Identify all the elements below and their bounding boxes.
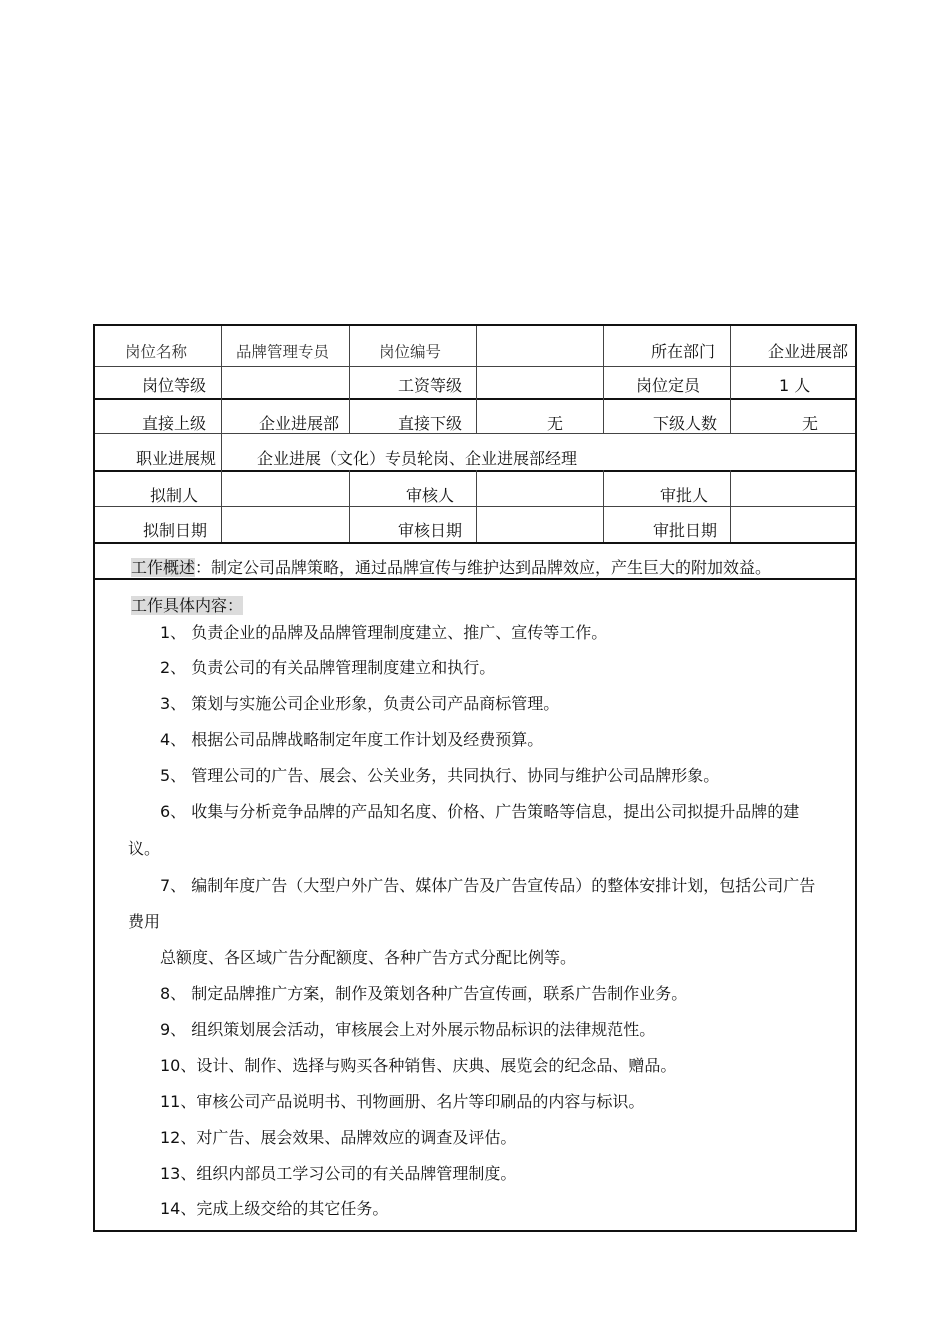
value-headcount: 1 人 — [779, 376, 811, 395]
label-career-path: 职业进展规 — [135, 449, 216, 468]
duty-item: 4、 根据公司品牌战略制定年度工作计划及经费预算。 — [160, 730, 544, 749]
column-divider — [730, 470, 731, 542]
row-divider — [95, 542, 855, 544]
label-subordinate-count: 下级人数 — [652, 414, 717, 433]
duty-item: 14、完成上级交给的其它任务。 — [160, 1199, 389, 1218]
duty-item: 8、 制定品牌推广方案，制作及策划各种广告宣传画，联系广告制作业务。 — [160, 984, 688, 1003]
duty-item: 13、组织内部员工学习公司的有关品牌管理制度。 — [160, 1164, 517, 1183]
work-overview-text: ：制定公司品牌策略，通过品牌宣传与维护达到品牌效应，产生巨大的附加效益。 — [195, 558, 772, 577]
value-subordinate-count: 无 — [802, 414, 819, 433]
label-reviewer: 审核人 — [405, 486, 454, 505]
label-approve-date: 审批日期 — [652, 521, 717, 540]
row-divider — [95, 506, 855, 507]
duty-item: 1、 负责企业的品牌及品牌管理制度建立、推广、宣传等工作。 — [160, 623, 608, 642]
duty-item: 10、设计、制作、选择与购买各种销售、庆典、展览会的纪念品、赠品。 — [160, 1056, 677, 1075]
job-description-table — [93, 324, 857, 1232]
value-career-path: 企业进展（文化）专员轮岗、企业进展部经理 — [257, 449, 578, 468]
duty-item-continuation: 议。 — [128, 839, 161, 858]
duty-item: 9、 组织策划展会活动，审核展会上对外展示物品标识的法律规范性。 — [160, 1020, 656, 1039]
duties-heading — [131, 596, 243, 616]
value-direct-subordinate: 无 — [547, 414, 564, 433]
column-divider — [221, 433, 222, 470]
label-salary-grade: 工资等级 — [397, 376, 462, 395]
duty-item: 6、 收集与分析竞争品牌的产品知名度、价格、广告策略等信息，提出公司拟提升品牌的建 — [160, 802, 800, 821]
column-divider — [221, 470, 222, 542]
label-draft-date: 拟制日期 — [142, 521, 207, 540]
duties-label: 工作具体内容： — [131, 596, 244, 615]
value-direct-superior: 企业进展部 — [259, 414, 340, 433]
duty-item: 7、 编制年度广告（大型户外广告、媒体广告及广告宣传品）的整体安排计划，包括公司广告 — [160, 876, 816, 895]
duty-item: 2、 负责公司的有关品牌管理制度建立和执行。 — [160, 658, 496, 677]
row-divider — [95, 470, 855, 472]
label-drafter: 拟制人 — [149, 486, 198, 505]
duty-item: 11、审核公司产品说明书、刊物画册、名片等印刷品的内容与标识。 — [160, 1092, 645, 1111]
work-overview — [131, 558, 771, 578]
value-position-name: 品牌管理专员 — [236, 343, 330, 361]
column-divider — [221, 326, 222, 433]
column-divider — [476, 326, 477, 433]
label-position-grade: 岗位等级 — [141, 376, 206, 395]
label-direct-superior: 直接上级 — [141, 414, 206, 433]
label-headcount: 岗位定员 — [635, 376, 700, 395]
value-department: 企业进展部 — [768, 342, 849, 361]
label-position-code: 岗位编号 — [379, 343, 442, 361]
label-department: 所在部门 — [650, 342, 715, 361]
duty-item: 3、 策划与实施公司企业形象，负责公司产品商标管理。 — [160, 694, 560, 713]
work-overview-label: 工作概述 — [131, 558, 196, 577]
row-divider — [95, 398, 855, 400]
label-review-date: 审核日期 — [397, 521, 462, 540]
row-divider — [95, 433, 855, 434]
row-divider — [95, 578, 855, 580]
column-divider — [730, 326, 731, 433]
label-position-name: 岗位名称 — [125, 343, 188, 361]
duty-item-continuation: 总额度、各区域广告分配额度、各种广告方式分配比例等。 — [160, 948, 577, 967]
label-direct-subordinate: 直接下级 — [397, 414, 462, 433]
label-approver: 审批人 — [659, 486, 708, 505]
duty-item: 12、对广告、展会效果、品牌效应的调查及评估。 — [160, 1128, 517, 1147]
column-divider — [476, 470, 477, 542]
duty-item-continuation: 费用 — [128, 912, 161, 931]
duty-item: 5、 管理公司的广告、展会、公关业务，共同执行、协同与维护公司品牌形象。 — [160, 766, 720, 785]
row-divider — [95, 366, 855, 367]
